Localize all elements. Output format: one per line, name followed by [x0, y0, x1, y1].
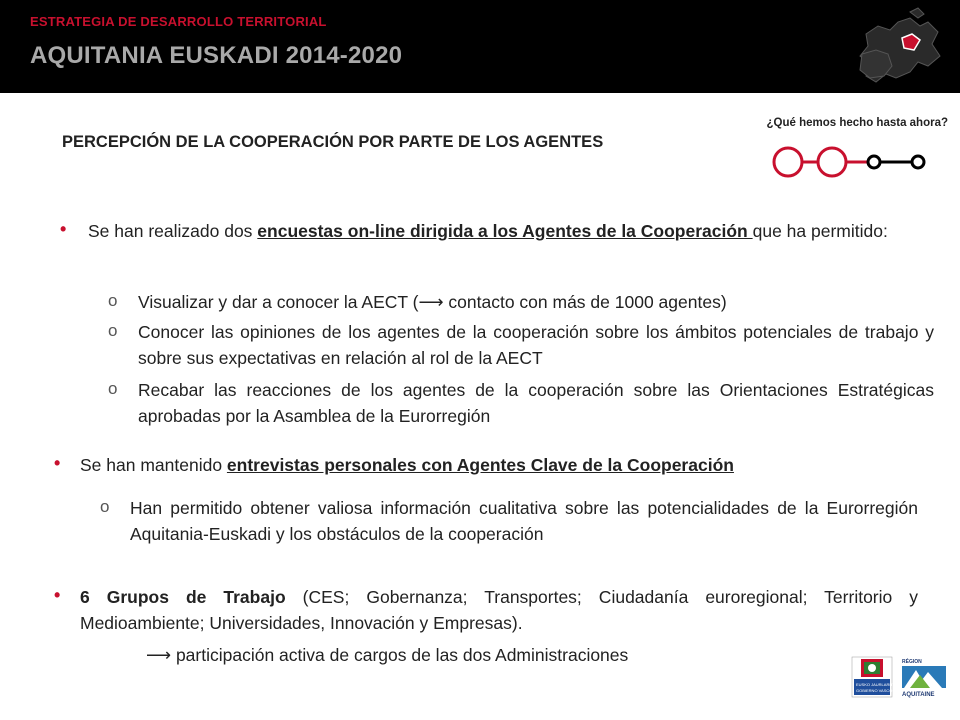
region-aquitaine-logo-icon	[902, 657, 946, 698]
bullet-3-emph: 6 Grupos de Trabajo	[80, 587, 286, 607]
bullet-1-post: que ha permitido:	[752, 221, 888, 241]
bullet-2-pre: Se han mantenido	[80, 455, 227, 475]
logo-right-bottom: AQUITAINE	[902, 692, 935, 698]
bullet-1-sub-2: Conocer las opiniones de los agentes de la cooperación sobre los ámbitos potenciales de trabajo y sobre sus expectativas en relación al rol de la AECT	[138, 322, 934, 368]
progress-indicator	[768, 142, 940, 182]
bullet-marker: •	[54, 453, 61, 473]
header-bar	[0, 0, 960, 93]
bullet-1-sub-1: Visualizar y dar a conocer la AECT (⟶ contacto con más de 1000 agentes)	[138, 292, 727, 312]
bullet-3-post: (CES; Gobernanza; Transportes; Ciudadanía euroregional; Territorio y Medioambiente; Universidades, Innovación y Empresas).	[80, 587, 919, 633]
bullet-3-line-2: ⟶ participación activa de cargos de las dos Administraciones	[146, 645, 629, 665]
progress-step-3	[868, 156, 880, 168]
bullet-2-emph: entrevistas personales con Agentes Clave de la Cooperación	[226, 455, 734, 475]
header-title: AQUITANIA EUSKADI 2014-2020	[30, 42, 403, 69]
bullet-1	[88, 218, 934, 244]
bullet-3	[80, 584, 918, 636]
progress-step-4	[912, 156, 924, 168]
section-title: PERCEPCIÓN DE LA COOPERACIÓN POR PARTE DE LOS AGENTES	[62, 133, 604, 151]
bullet-1-pre: Se han realizado dos	[88, 221, 258, 241]
bullet-marker: •	[60, 219, 67, 239]
logo-left-text: EUSKO JAURLARITZA	[856, 682, 899, 687]
header-kicker: ESTRATEGIA DE DESARROLLO TERRITORIAL	[30, 14, 327, 29]
partner-logos	[850, 655, 950, 700]
bullet-2	[80, 452, 930, 478]
progress-step-2	[818, 148, 846, 176]
europe-map-icon	[848, 4, 948, 90]
sub-marker: o	[108, 321, 118, 340]
bullet-marker: •	[54, 585, 61, 605]
sub-marker: o	[108, 379, 118, 398]
sub-marker: o	[108, 291, 118, 310]
logo-left-text-2: GOBIERNO VASCO	[856, 688, 893, 693]
sub-marker: o	[100, 497, 110, 516]
bullet-1-sub-3: Recabar las reacciones de los agentes de la cooperación sobre las Orientaciones Estratégicas aprobadas por la Asamblea de la Eurorregión	[138, 380, 934, 426]
logo-right-top: RÉGION	[902, 659, 922, 665]
bullet-2-sub-1: Han permitido obtener valiosa información cualitativa sobre las potencialidades de la Eurorregión Aquitania-Euskadi y los obstáculos de la cooperación	[130, 498, 918, 544]
progress-step-1	[774, 148, 802, 176]
progress-label: ¿Qué hemos hecho hasta ahora?	[766, 117, 948, 129]
bullet-1-emph: encuestas on-line dirigida a los Agentes de la Cooperación	[257, 221, 753, 241]
